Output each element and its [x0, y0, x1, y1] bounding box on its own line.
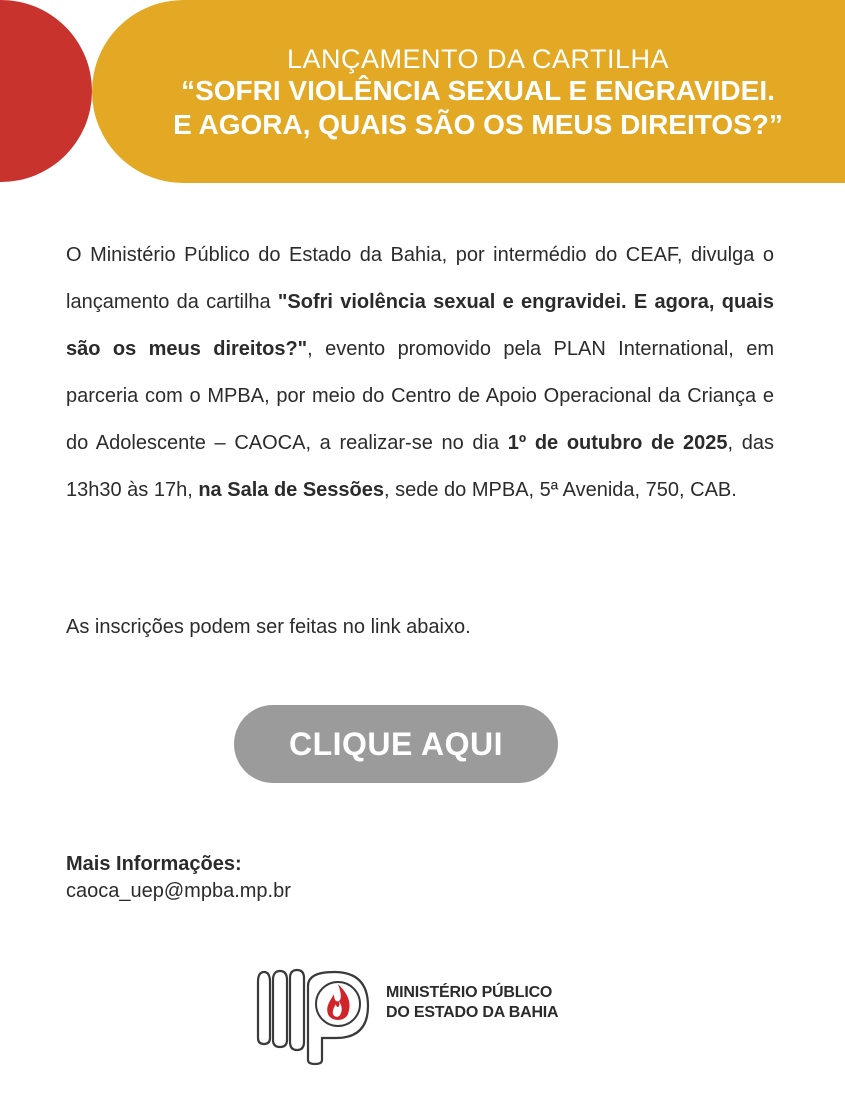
- logo-line-1: MINISTÉRIO PÚBLICO: [386, 984, 553, 1001]
- click-here-button[interactable]: CLIQUE AQUI: [234, 705, 558, 783]
- mp-flame-logo-icon: [256, 968, 371, 1066]
- logo-text: [386, 983, 558, 1023]
- event-date: 1º de outubro de 2025: [507, 432, 728, 454]
- title-line-3: E AGORA, QUAIS SÃO OS MEUS DIREITOS?”: [173, 109, 783, 140]
- paragraph-text: , das 13h30 às 17h,: [66, 432, 774, 501]
- title-line-1: LANÇAMENTO DA CARTILHA: [286, 44, 670, 74]
- paragraph-text: , sede do MPBA, 5ª Avenida, 750, CAB.: [384, 479, 737, 501]
- red-circle-decoration: [0, 0, 92, 182]
- announcement-paragraph: [66, 232, 774, 514]
- signup-text: As inscrições podem ser feitas no link abaixo.: [66, 616, 471, 638]
- paragraph-text: O Ministério Público do Estado da Bahia, por intermédio do CEAF, divulga o lançamento da cartilha: [66, 244, 774, 313]
- logo-line-2: DO ESTADO DA BAHIA: [386, 1004, 559, 1021]
- paragraph-text: , evento promovido pela PLAN International, em parceria com o MPBA, por meio do Centro de Apoio Operacional da Criança e do Adolescente – CAOCA, a realizar-se no dia: [66, 338, 774, 454]
- more-info-label: Mais Informações:: [66, 853, 242, 875]
- contact-email-link[interactable]: caoca_uep@mpba.mp.br: [66, 880, 291, 902]
- page-title: [118, 44, 838, 142]
- title-line-2: “SOFRI VIOLÊNCIA SEXUAL E ENGRAVIDEI.: [181, 75, 775, 106]
- booklet-title: "Sofri violência sexual e engravidei. E agora, quais são os meus direitos?": [66, 291, 774, 360]
- event-venue: na Sala de Sessões: [198, 479, 385, 501]
